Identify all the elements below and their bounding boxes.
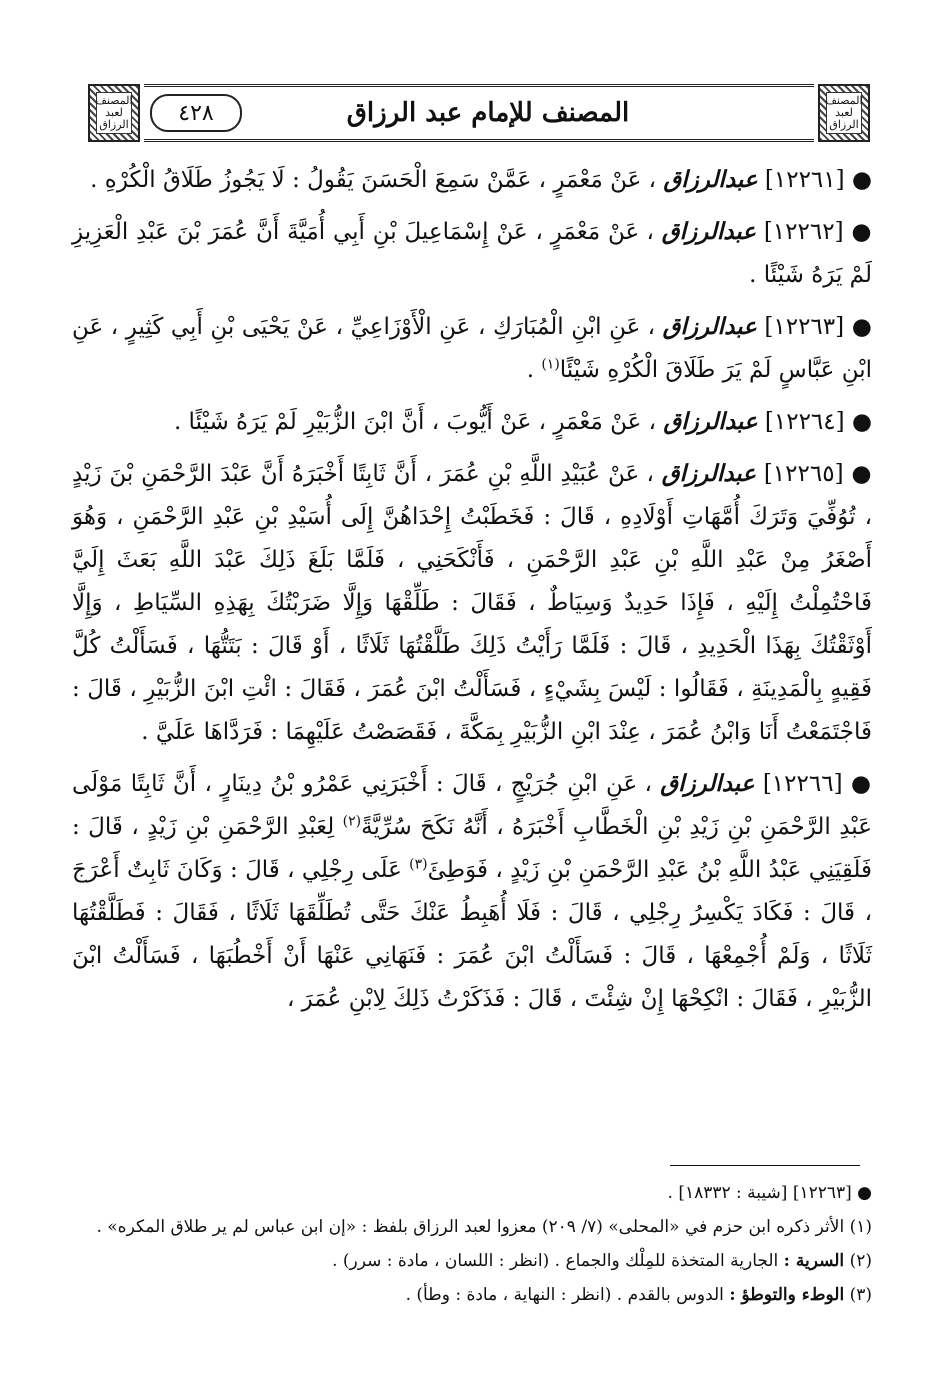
hadith-entry [72, 452, 872, 754]
footnote-term: السرية : [783, 1251, 845, 1271]
hadith-number: ● [١٢٢٦١] [764, 167, 872, 193]
footnote-divider [670, 1165, 860, 1166]
main-text [72, 158, 872, 1029]
hadith-number: ● [١٢٢٦٦] [762, 771, 873, 797]
hadith-text: ، عَنْ عُبَيْدِ اللَّهِ بْنِ عُمَرَ ، أَنَّ ثَابِتًا أَخْبَرَهُ أَنَّ عَبْدَ الرَّحْمَنِ بْنَ زَيْدٍ ، تُوُفِّيَ وَتَرَكَ أُمَّهَاتِ أَوْلَادِهِ ، قَالَ : فَخَطَبْتُ إِحْدَاهُنَّ إِلَى أُسَيْدِ بْنِ عَبْدِ الرَّحْمَنِ ، وَهُوَ أَصْغَرُ مِنْ عَبْدِ اللَّهِ بْنِ عَبْدِ الرَّحْمَنِ ، فَأَنْكَحَنِي ، فَلَمَّا بَلَغَ ذَلِكَ عَبْدَ اللَّهِ بَعَثَ إِلَيَّ فَاحْتُمِلْتُ إِلَيْهِ ، فَإِذَا حَدِيدٌ وَسِيَاطٌ ، فَقَالَ : طَلِّقْهَا وَإِلَّا ضَرَبْتُكَ بِهَذِهِ السِّيَاطِ ، وَإِلَّا أَوْثَقْتُكَ بِهَذَا الْحَدِيدِ ، قَالَ : فَلَمَّا رَأَيْتُ ذَلِكَ طَلَّقْتُهَا ثَلَاثًا ، أَوْ قَالَ : بَتَتُّهَا ، فَسَأَلْتُ كُلَّ فَقِيهٍ بِالْمَدِينَةِ ، فَقَالُوا : لَيْسَ بِشَيْءٍ ، فَسَأَلْتُ ابْنَ عُمَرَ ، فَقَالَ : ائْتِ ابْنَ الزُّبَيْرِ ، قَالَ : فَاجْتَمَعْتُ أَنَا وَابْنُ عُمَرَ ، عِنْدَ ابْنِ الزُّبَيْرِ بِمَكَّةَ ، فَقَصَصْتُ عَلَيْهِمَا : فَرَدَّاهَا عَلَيَّ . [72, 461, 872, 745]
ornament-label: المصنف لعبد الرزاق [96, 92, 132, 134]
header-band [144, 84, 814, 142]
hadith-entry [72, 305, 872, 392]
ornament-label-right: المصنف لعبد الرزاق [826, 92, 862, 134]
hadith-number: ● [١٢٢٦٥] [763, 461, 872, 487]
footnote-text: الدوس بالقدم . (انظر : النهاية ، مادة : وطأ) . [405, 1285, 724, 1305]
hadith-author: عبدالرزاق [663, 408, 758, 435]
hadith-text: ، عَنْ مَعْمَرٍ ، عَنْ أَيُّوبَ ، أَنَّ ابْنَ الزُّبَيْرِ لَمْ يَرَهُ شَيْئًا . [173, 409, 657, 435]
footnote-term: الوطء والتوطؤ : [729, 1285, 845, 1305]
footnote [72, 1278, 872, 1312]
footnote [72, 1244, 872, 1278]
footnote-number: (١) [849, 1217, 872, 1237]
hadith-entry [72, 210, 872, 297]
left-ornament [88, 84, 140, 142]
hadith-entry [72, 158, 872, 202]
running-title: المصنف للإمام عبد الرزاق [346, 98, 630, 128]
footnote-ref[interactable]: (٢) [342, 813, 362, 830]
hadith-text-end: عَلَى رِجْلِي ، قَالَ : وَكَانَ ثَابِتٌ أَعْرَجَ ، قَالَ : فَكَادَ يَكْسِرُ رِجْلِي ، قَالَ : فَلَا أُهَبِطُ عَنْكَ حَتَّى تُطَلِّقَهَا ثَلَاثًا ، فَقَالَ : فَطَلَّقْتُهَا ثَلَاثًا ، وَلَمْ أُجْمِعْهَا ، قَالَ : فَسَأَلْتُ ابْنَ عُمَرَ : فَنَهَانِي عَنْهَا أَنْ أَخْطُبَهَا ، فَسَأَلْتُ ابْنَ الزُّبَيْرِ ، فَقَالَ : انْكِحْهَا إِنْ شِئْتَ ، قَالَ : فَذَكَرْتُ ذَلِكَ لِابْنِ عُمَرَ ، [72, 857, 872, 1012]
hadith-author: عبدالرزاق [662, 313, 757, 340]
hadith-author: عبدالرزاق [663, 166, 758, 193]
page-header [88, 84, 870, 142]
right-ornament [818, 84, 870, 142]
hadith-author: عبدالرزاق [661, 218, 756, 245]
footnote-ref[interactable]: (٣) [409, 856, 428, 873]
hadith-number: ● [١٢٢٦٣] [764, 314, 873, 340]
hadith-author: عبدالرزاق [660, 770, 755, 797]
hadith-number: ● [١٢٢٦٤] [764, 409, 872, 435]
footnote [72, 1210, 872, 1244]
hadith-text-cont: لِعَبْدِ الرَّحْمَنِ بْنِ زَيْدٍ ، قَالَ : فَلَقِيَنِي عَبْدُ اللَّهِ بْنُ عَبْدِ الرَّحْمَنِ بْنِ زَيْدٍ ، فَوَطِئَ [72, 814, 873, 883]
footnote-text: الجارية المتخذة للمِلْك والجماع . (انظر : اللسان ، مادة : سرر) . [332, 1251, 779, 1271]
footnote-number: (٣) [849, 1285, 872, 1305]
source-reference: ● [١٢٢٦٣] [شيبة : ١٨٣٣٢] . [667, 1183, 872, 1203]
hadith-entry [72, 762, 872, 1021]
hadith-text: ، عَنِ ابْنِ الْمُبَارَكِ ، عَنِ الْأَوْزَاعِيِّ ، عَنْ يَحْيَى بْنِ أَبِي كَثِيرٍ ، عَنِ ابْنِ عَبَّاسٍ لَمْ يَرَ طَلَاقَ الْكُرْهِ شَيْئًا [72, 314, 872, 383]
hadith-text: ، عَنْ مَعْمَرٍ ، عَمَّنْ سَمِعَ الْحَسَنَ يَقُولُ : لَا يَجُوزُ طَلَاقُ الْكُرْهِ . [90, 167, 657, 193]
hadith-number: ● [١٢٢٦٢] [763, 219, 872, 245]
footnotes [72, 1176, 872, 1312]
hadith-entry [72, 400, 872, 444]
footnote-text: الأثر ذكره ابن حزم في «المحلى» (٧/ ٢٠٩) معزوا لعبد الرزاق بلفظ : «إن ابن عباس لم ير طلاق المكره» . [96, 1217, 845, 1237]
footnote-ref[interactable]: (١) [541, 356, 560, 373]
page-number: ٤٢٨ [150, 94, 242, 132]
hadith-text: ، عَنِ ابْنِ جُرَيْجٍ ، قَالَ : أَخْبَرَنِي عَمْرُو بْنُ دِينَارٍ ، أَنَّ ثَابِتًا مَوْلَى عَبْدِ الرَّحْمَنِ بْنِ زَيْدِ بْنِ الْخَطَّابِ أَخْبَرَهُ ، أَنَّهُ نَكَحَ سُرِّيَّةً [72, 771, 872, 840]
footnote-number: (٢) [849, 1251, 872, 1271]
hadith-author: عبدالرزاق [661, 460, 756, 487]
hadith-text-end: . [526, 357, 535, 383]
hadith-text: ، عَنْ مَعْمَرٍ ، عَنْ إِسْمَاعِيلَ بْنِ أَبِي أُمَيَّةَ أَنَّ عُمَرَ بْنَ عَبْدِ الْعَزِيزِ لَمْ يَرَهُ شَيْئًا . [72, 219, 872, 288]
